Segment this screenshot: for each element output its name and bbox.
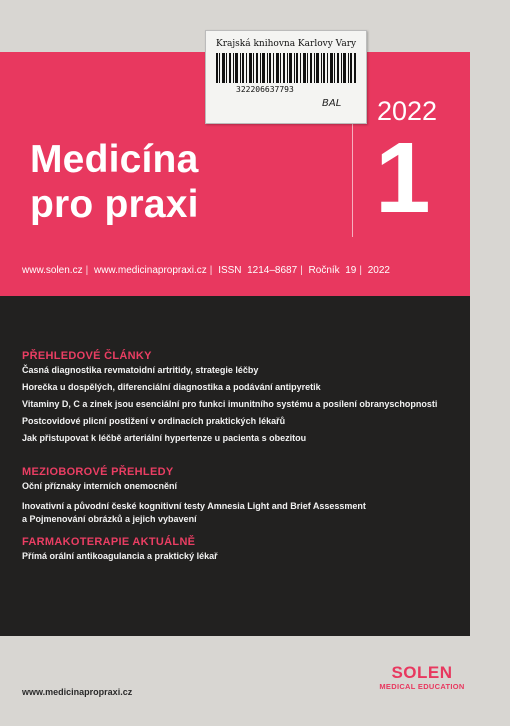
article-item: Oční příznaky interních onemocnění [22, 481, 178, 491]
section-title: PŘEHLEDOVÉ ČLÁNKY [22, 350, 152, 362]
publisher-logo [372, 664, 472, 691]
article-item: a Pojmenování obrázků a jejich vybavení [22, 514, 197, 524]
volume-value: 19 [345, 265, 357, 276]
publication-info: www.solen.cz | www.medicinapropraxi.cz | ISSN 1214–8687 | Ročník 19 | 2022 [22, 265, 390, 276]
article-item: Horečka u dospělých, diferenciální diagnostika a podávání antipyretik [22, 382, 321, 392]
article-item: Časná diagnostika revmatoidní artritidy, strategie léčby [22, 365, 259, 375]
article-item: Jak přistupovat k léčbě arteriální hypertenze u pacienta s obezitou [22, 433, 307, 443]
library-label-sticker [205, 30, 367, 124]
journal-title [30, 137, 199, 227]
issue-year: 2022 [377, 96, 438, 126]
issn-value: 1214–8687 [247, 265, 298, 276]
section-review-articles [22, 350, 437, 444]
info-year: 2022 [367, 265, 390, 276]
library-name: Krajská knihovna Karlovy Vary [216, 39, 357, 49]
barcode-number: 322206637793 [236, 85, 294, 94]
issn-label: ISSN [218, 265, 242, 276]
volume-label: Ročník [308, 265, 340, 276]
title-line-2: pro praxi [30, 183, 199, 226]
issue-number: 1 [375, 122, 431, 234]
article-item: Inovativní a původní české kognitivní testy Amnesia Light and Brief Assessment [22, 501, 366, 511]
section-title: FARMAKOTERAPIE AKTUÁLNĚ [22, 536, 196, 548]
article-item: Vitaminy D, C a zinek jsou esenciální pro funkci imunitního systému a posílení obranyschopnosti [22, 399, 438, 409]
article-item: Postcovidové plicní postižení v ordinacích praktických lékařů [22, 416, 286, 426]
publisher-name: SOLEN [391, 663, 453, 682]
section-pharmacotherapy [22, 536, 218, 562]
handwritten-note: BAL [322, 98, 342, 109]
footer-url: www.medicinapropraxi.cz [22, 687, 133, 697]
article-item: Přímá orální antikoagulancia a praktický lékař [22, 551, 218, 561]
barcode-icon [216, 53, 356, 83]
section-title: MEZIOBOROVÉ PŘEHLEDY [22, 466, 174, 478]
publisher-subtitle: MEDICAL EDUCATION [379, 682, 465, 691]
site-link-journal: www.medicinapropraxi.cz [93, 265, 207, 276]
site-link-solen: www.solen.cz [22, 265, 83, 276]
section-interdisciplinary [22, 466, 366, 525]
title-line-1: Medicína [30, 138, 199, 181]
